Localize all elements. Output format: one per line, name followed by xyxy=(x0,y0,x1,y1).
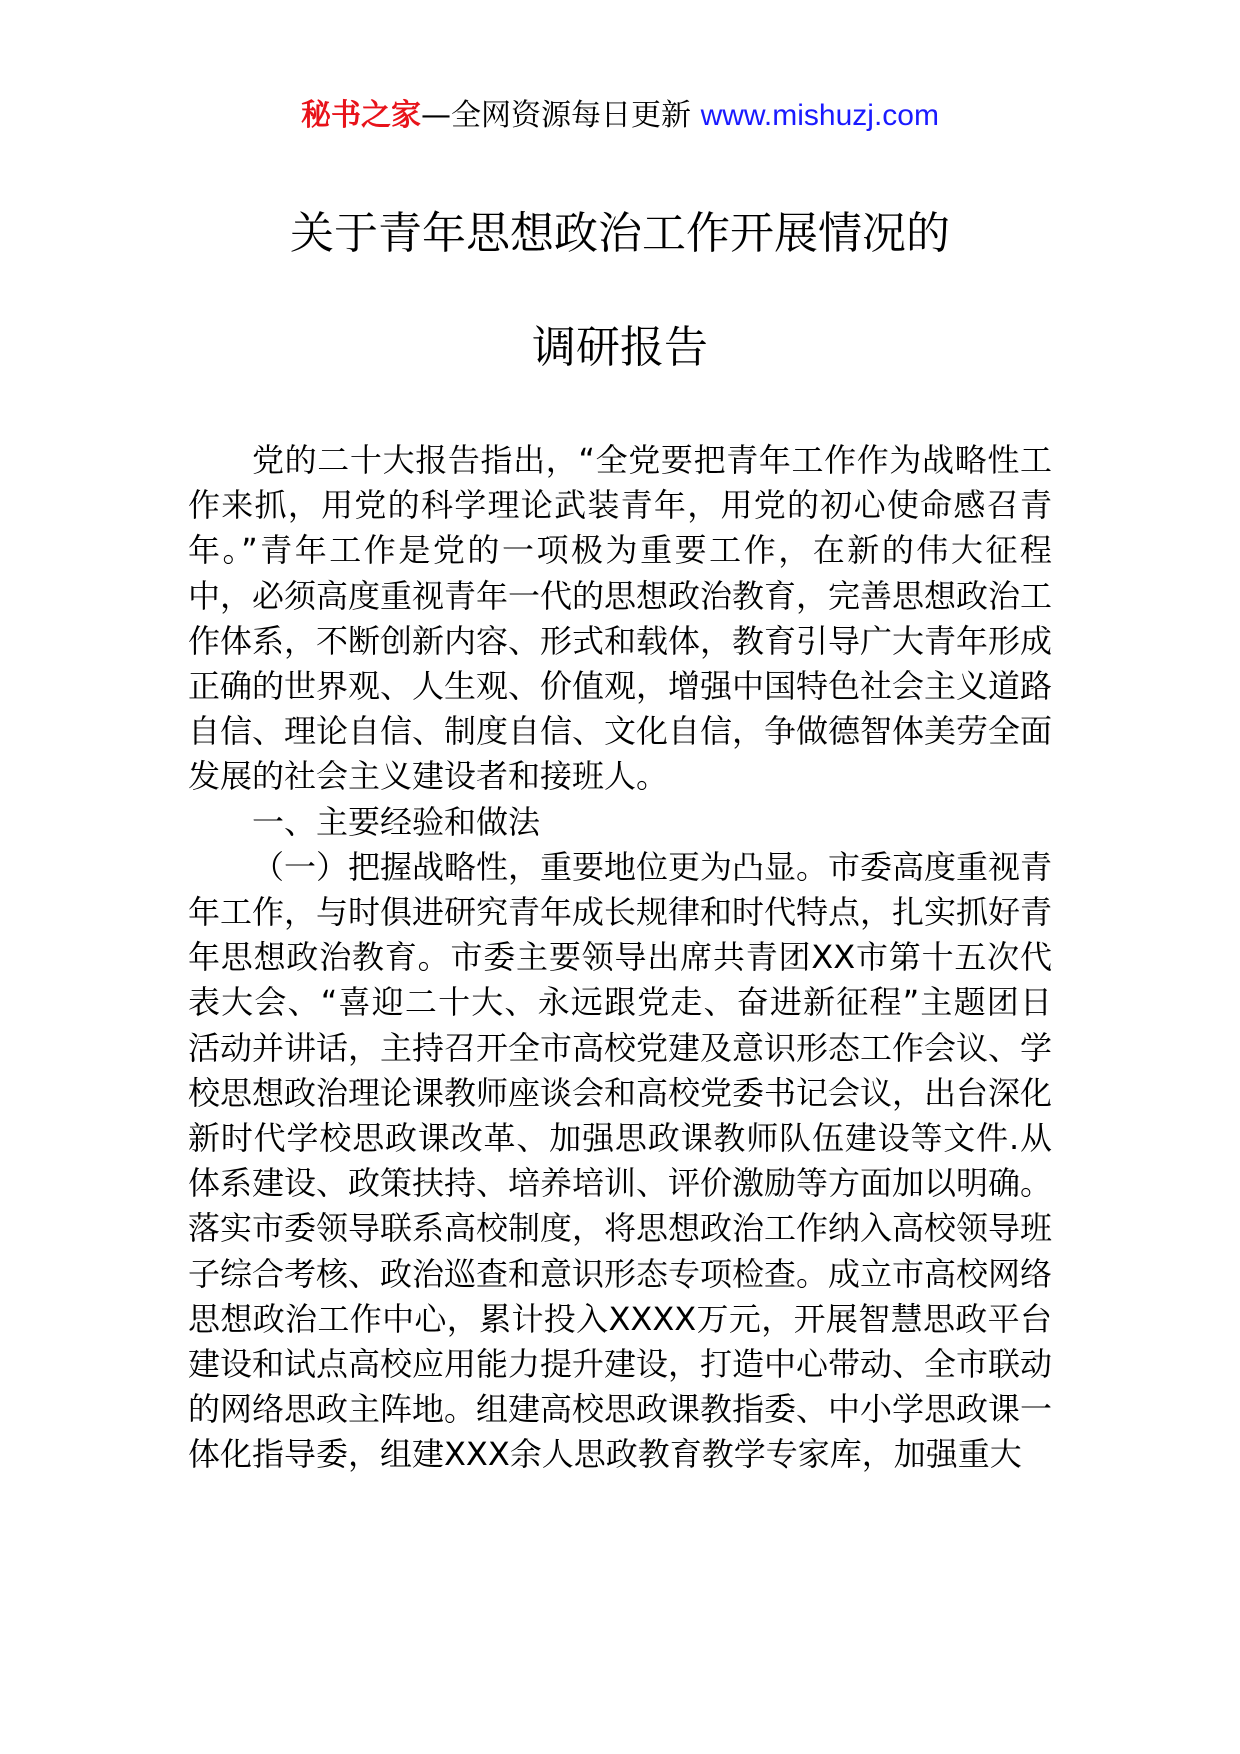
section-heading: 一、主要经验和做法 xyxy=(252,802,541,841)
paragraph-subsection-1: （一）把握战略性，重要地位更为凸显。市委高度重视青年工作，与时俱进研究青年成长规律和时代特点，扎实抓好青年思想政治教育。市委主要领导出席共青团XX市第十五次代表大会、“喜迎二十大、永远跟党走、奋进新征程”主题团日活动并讲话，主持召开全市高校党建及意识形态工作会议、学校思想政治理论课教师座谈会和高校党委书记会议，出台深化新时代学校思政课改革、加强思政课教师队伍建设等文件.从体系建设、政策扶持、培养培训、评价激励等方面加以明确。落实市委领导联系高校制度，将思想政治工作纳入高校领导班子综合考核、政治巡查和意识形态专项检查。成立市高校网络思想政治工作中心，累计投入XXXX万元，开展智慧思政平台建设和试点高校应用能力提升建设，打造中心带动、全市联动的网络思政主阵地。组建高校思政课教指委、中小学思政课一体化指导委，组建XXX余人思政教育教学专家库，加强重大 xyxy=(188,847,1053,1474)
brand-name: 秘书之家 xyxy=(301,98,422,133)
site-link[interactable]: www.mishuzj.com xyxy=(700,99,939,132)
paragraph-intro: 党的二十大报告指出，“全党要把青年工作作为战略性工作来抓，用党的科学理论武装青年，用党的初心使命感召青年。”青年工作是党的一项极为重要工作，在新的伟大征程中，必须高度重视青年一代的思想政治教育，完善思想政治工作体系，不断创新内容、形式和载体，教育引导广大青年形成正确的世界观、人生观、价值观，增强中国特色社会主义道路自信、理论自信、制度自信、文化自信，争做德智体美劳全面发展的社会主义建设者和接班人。 xyxy=(188,441,1053,796)
banner-tagline: —全网资源每日更新 xyxy=(421,98,692,133)
document-title-line-1: 关于青年思想政治工作开展情况的 xyxy=(290,208,950,259)
site-banner xyxy=(0,96,1240,136)
document-title-line-2: 调研报告 xyxy=(532,322,708,373)
document-body xyxy=(188,438,1052,1478)
